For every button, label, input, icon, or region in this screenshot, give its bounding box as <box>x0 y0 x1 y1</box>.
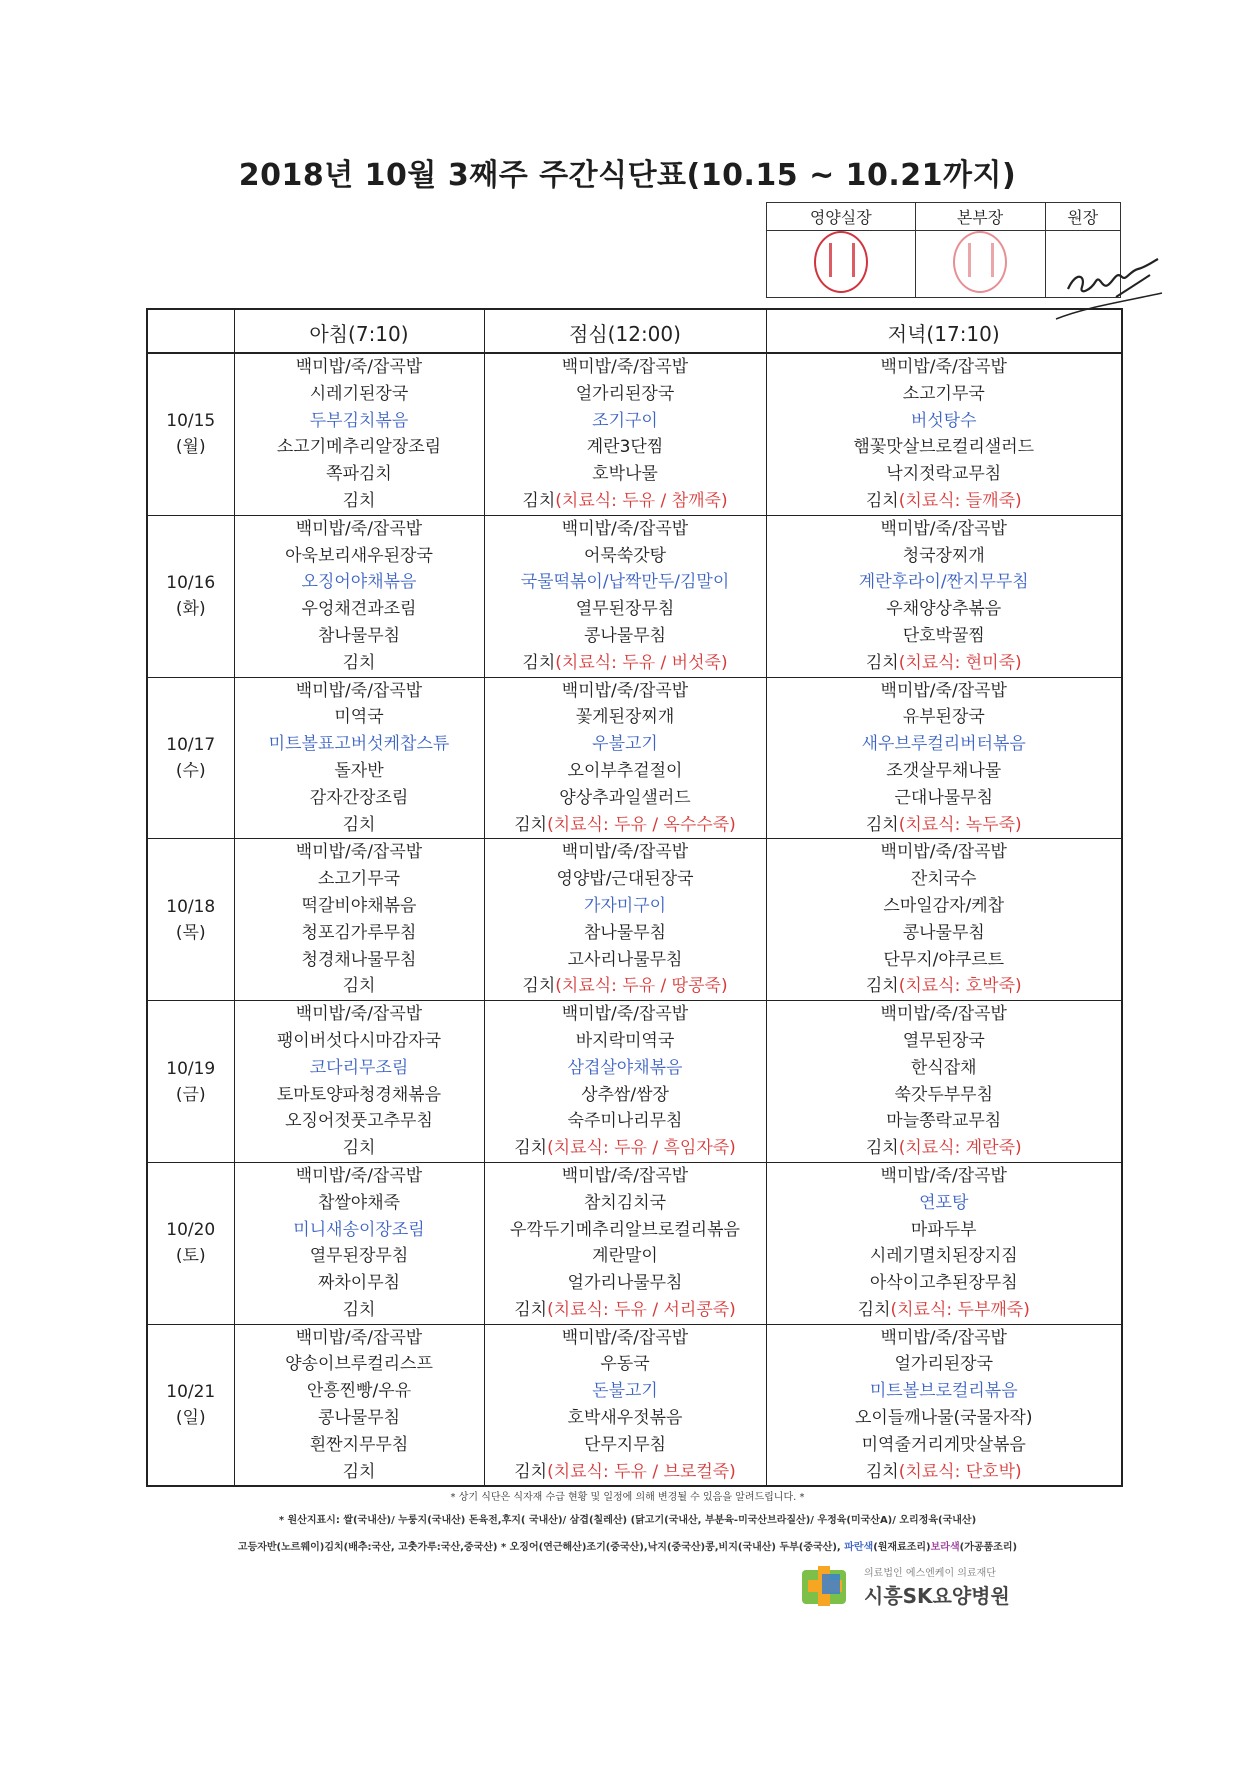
lunch-cell <box>484 1162 766 1324</box>
day-weekday: (월) <box>175 437 206 458</box>
menu-item-therapeutic <box>767 812 1122 839</box>
menu-item: 백미밥/죽/잡곡밥 <box>295 518 423 539</box>
red-seal-stamp <box>814 231 868 293</box>
menu-item-therapeutic <box>767 973 1122 1000</box>
page-title: 2018년 10월 3째주 주간식단표(10.15 ~ 10.21까지) <box>238 158 1017 193</box>
menu-item-therapeutic <box>485 1135 766 1162</box>
kimchi-label: 김치 <box>857 1299 891 1320</box>
menu-item: 청경채나물무침 <box>301 949 417 970</box>
day-weekday: (수) <box>175 760 206 781</box>
dinner-cell <box>766 1162 1122 1324</box>
menu-item: 돌자반 <box>334 760 384 781</box>
dinner-cell <box>766 839 1122 1001</box>
menu-item: 계란말이 <box>592 1246 658 1267</box>
menu-item: 두부김치볶음 <box>309 410 409 431</box>
blue-legend-note: (원재료조리) <box>873 1542 931 1553</box>
menu-item: 김치 <box>342 976 376 997</box>
dinner-cell <box>766 353 1122 515</box>
kimchi-label: 김치 <box>865 652 899 673</box>
lunch-cell <box>484 839 766 1001</box>
menu-item-therapeutic <box>485 650 766 677</box>
menu-item: 미트볼브로컬리볶음 <box>869 1381 1018 1402</box>
dinner-cell <box>766 515 1122 677</box>
approval-box <box>766 202 1121 298</box>
lunch-cell <box>484 1001 766 1163</box>
therapeutic-diet-note: (치료식: 두유 / 옥수수죽) <box>547 814 736 835</box>
therapeutic-diet-note: (치료식: 호박죽) <box>898 976 1022 997</box>
therapeutic-diet-note: (치료식: 녹두죽) <box>898 814 1022 835</box>
day-label-cell <box>147 677 234 839</box>
menu-item: 백미밥/죽/잡곡밥 <box>295 1165 423 1186</box>
day-row <box>147 1001 1122 1163</box>
menu-item: 호박나물 <box>592 464 658 485</box>
red-seal-stamp <box>953 231 1007 293</box>
lunch-cell <box>484 515 766 677</box>
menu-item: 소고기메추리알장조림 <box>276 437 442 458</box>
menu-item: 아욱보리새우된장국 <box>285 545 433 566</box>
day-label-cell <box>147 1162 234 1324</box>
origin-text: 고등자반(노르웨이)김치(배추:국산, 고춧가루:국산,중국산) * 오징어(연근해산)조기(중국산),낙지(중국산)콩,비지(국내산) 두부(중국산), <box>237 1542 845 1553</box>
menu-item: 호박새우젓볶음 <box>567 1408 683 1429</box>
menu-item: 백미밥/죽/잡곡밥 <box>561 1165 689 1186</box>
menu-item: 시레기멸치된장지짐 <box>869 1246 1018 1267</box>
approval-header-director: 본부장 <box>915 203 1045 231</box>
menu-item: 김치 <box>342 1299 376 1320</box>
menu-item: 마파두부 <box>910 1219 977 1240</box>
menu-item: 콩나물무침 <box>902 922 985 943</box>
column-header-breakfast: 아침(7:10) <box>234 309 484 353</box>
menu-item: 쪽파김치 <box>326 464 392 485</box>
menu-item: 김치 <box>342 652 376 673</box>
menu-item: 돈불고기 <box>592 1381 658 1402</box>
day-weekday: (금) <box>175 1084 206 1105</box>
menu-item: 콩나물무침 <box>317 1408 401 1429</box>
menu-item: 유부된장국 <box>902 707 985 728</box>
lunch-cell <box>484 1324 766 1486</box>
menu-item: 조갯살무채나물 <box>886 760 1002 781</box>
menu-item: 오징어야채볶음 <box>301 572 417 593</box>
menu-item: 새우브루컬리버터볶음 <box>861 734 1026 755</box>
breakfast-cell <box>234 1162 484 1324</box>
menu-item: 숙주미나리무침 <box>567 1111 683 1132</box>
day-label-cell <box>147 353 234 515</box>
day-date: 10/17 <box>166 734 216 755</box>
therapeutic-diet-note: (치료식: 단호박) <box>898 1461 1022 1482</box>
menu-item: 상추쌈/쌈장 <box>581 1084 669 1105</box>
kimchi-label: 김치 <box>865 976 899 997</box>
menu-item: 잔치국수 <box>910 869 977 890</box>
menu-item: 찹쌀야채죽 <box>317 1192 401 1213</box>
menu-item: 우깍두기메추리알브로컬리볶음 <box>510 1219 740 1240</box>
menu-item-therapeutic <box>767 650 1122 677</box>
menu-item-therapeutic <box>767 1297 1122 1324</box>
menu-item: 백미밥/죽/잡곡밥 <box>880 1004 1007 1025</box>
hospital-logo-icon <box>800 1564 850 1608</box>
column-header-dinner: 저녁(17:10) <box>766 309 1122 353</box>
menu-item: 청국장찌개 <box>902 545 985 566</box>
menu-item: 참나물무침 <box>583 922 667 943</box>
kimchi-label: 김치 <box>514 1138 548 1159</box>
menu-item: 백미밥/죽/잡곡밥 <box>880 357 1007 377</box>
menu-item: 청포김가루무침 <box>301 922 417 943</box>
menu-item-therapeutic <box>485 812 766 839</box>
menu-item: 바지락미역국 <box>575 1030 675 1051</box>
therapeutic-diet-note: (치료식: 두유 / 흑임자죽) <box>547 1138 736 1159</box>
menu-item: 김치 <box>342 1461 376 1482</box>
menu-item: 단무지무침 <box>583 1434 667 1455</box>
menu-item: 백미밥/죽/잡곡밥 <box>561 357 689 377</box>
menu-item: 꽃게된장찌개 <box>575 707 675 728</box>
footnote-origin-line-2 <box>0 1538 1255 1553</box>
menu-item: 어묵쑥갓탕 <box>583 545 667 566</box>
breakfast-cell <box>234 839 484 1001</box>
menu-item: 오이부추겉절이 <box>567 760 683 781</box>
menu-item: 아삭이고추된장무침 <box>869 1273 1018 1294</box>
menu-item: 백미밥/죽/잡곡밥 <box>295 1004 423 1025</box>
menu-item: 오징어젓풋고추무침 <box>285 1111 433 1132</box>
kimchi-label: 김치 <box>514 1299 548 1320</box>
menu-item: 영양밥/근대된장국 <box>556 869 694 890</box>
logo-subtitle: 의료법인 에스엔케이 의료재단 <box>864 1568 996 1579</box>
menu-item: 낙지젓락교무침 <box>886 464 1002 485</box>
menu-item: 백미밥/죽/잡곡밥 <box>880 1165 1007 1186</box>
day-row <box>147 1162 1122 1324</box>
menu-item: 백미밥/죽/잡곡밥 <box>561 518 689 539</box>
menu-item: 떡갈비야채볶음 <box>301 895 417 916</box>
menu-item: 버섯탕수 <box>910 410 977 431</box>
menu-item: 감자간장조림 <box>309 787 409 808</box>
day-date: 10/18 <box>166 896 216 917</box>
menu-item-therapeutic <box>767 1135 1122 1162</box>
therapeutic-diet-note: (치료식: 두유 / 브로컬죽) <box>547 1461 736 1482</box>
menu-item: 백미밥/죽/잡곡밥 <box>295 1327 423 1348</box>
menu-item: 근대나물무침 <box>894 787 994 808</box>
menu-item: 오이들깨나물(국물자작) <box>855 1408 1033 1429</box>
menu-item: 백미밥/죽/잡곡밥 <box>295 357 423 377</box>
therapeutic-diet-note: (치료식: 계란죽) <box>898 1138 1022 1159</box>
day-row <box>147 677 1122 839</box>
breakfast-cell <box>234 1324 484 1486</box>
menu-item: 얼가리나물무침 <box>567 1273 683 1294</box>
therapeutic-diet-note: (치료식: 두유 / 땅콩죽) <box>555 976 728 997</box>
day-weekday: (토) <box>175 1246 206 1267</box>
menu-item-therapeutic <box>485 1459 766 1486</box>
kimchi-label: 김치 <box>865 1461 899 1482</box>
kimchi-label: 김치 <box>522 490 556 511</box>
therapeutic-diet-note: (치료식: 두유 / 참깨죽) <box>555 490 728 511</box>
day-row <box>147 515 1122 677</box>
dinner-cell <box>766 1324 1122 1486</box>
menu-item: 흰짠지무무침 <box>309 1434 409 1455</box>
therapeutic-diet-note: (치료식: 두유 / 버섯죽) <box>555 652 728 673</box>
menu-item: 백미밥/죽/잡곡밥 <box>561 842 689 863</box>
menu-item: 스마일감자/케찹 <box>883 895 1005 916</box>
menu-item: 백미밥/죽/잡곡밥 <box>561 1327 689 1348</box>
menu-item: 백미밥/죽/잡곡밥 <box>561 1004 689 1025</box>
menu-item-therapeutic <box>767 488 1122 515</box>
menu-item: 콩나물무침 <box>583 625 667 646</box>
menu-item: 마늘쫑락교무침 <box>886 1111 1002 1132</box>
breakfast-cell <box>234 1001 484 1163</box>
day-date: 10/20 <box>166 1220 216 1241</box>
menu-item: 가자미구이 <box>583 895 667 916</box>
kimchi-label: 김치 <box>514 814 548 835</box>
menu-item: 미역국 <box>334 707 384 728</box>
menu-item: 미트볼표고버섯케찹스튜 <box>268 734 450 755</box>
breakfast-cell <box>234 353 484 515</box>
kimchi-label: 김치 <box>522 976 556 997</box>
menu-item: 우불고기 <box>592 734 658 755</box>
therapeutic-diet-note: (치료식: 들깨죽) <box>898 490 1022 511</box>
menu-item: 백미밥/죽/잡곡밥 <box>880 842 1007 863</box>
therapeutic-diet-note: (치료식: 현미죽) <box>898 652 1022 673</box>
dinner-cell <box>766 1001 1122 1163</box>
menu-item: 백미밥/죽/잡곡밥 <box>880 680 1007 701</box>
menu-item: 단무지/야쿠르트 <box>883 949 1005 970</box>
menu-item: 열무된장무침 <box>309 1246 409 1267</box>
menu-item: 계란후라이/짠지무무침 <box>858 572 1029 593</box>
menu-item: 미역줄거리게맛살볶음 <box>861 1434 1026 1455</box>
menu-item: 얼가리된장국 <box>894 1354 994 1375</box>
menu-item: 팽이버섯다시마감자국 <box>276 1030 442 1051</box>
menu-item: 고사리나물무침 <box>567 949 683 970</box>
breakfast-cell <box>234 515 484 677</box>
kimchi-label: 김치 <box>514 1461 548 1482</box>
breakfast-cell <box>234 677 484 839</box>
kimchi-label: 김치 <box>865 1138 899 1159</box>
menu-item: 양상추과일샐러드 <box>559 787 691 808</box>
approval-stamp-cell-2 <box>915 231 1045 298</box>
menu-item: 열무된장무침 <box>575 599 675 620</box>
menu-item: 우엉채견과조림 <box>301 599 417 620</box>
corner-header <box>147 309 234 353</box>
day-weekday: (목) <box>175 922 206 943</box>
kimchi-label: 김치 <box>522 652 556 673</box>
menu-item: 안흥찐빵/우유 <box>306 1381 412 1402</box>
menu-item: 미니새송이장조림 <box>293 1219 425 1240</box>
menu-item: 연포탕 <box>919 1192 969 1213</box>
menu-item: 쑥갓두부무침 <box>894 1084 994 1105</box>
approval-header-nutrition: 영양실장 <box>767 203 916 231</box>
kimchi-label: 김치 <box>865 814 899 835</box>
menu-item: 양송이브루컬리스프 <box>285 1354 433 1375</box>
menu-item: 김치 <box>342 490 376 511</box>
day-date: 10/21 <box>166 1382 216 1403</box>
approval-stamp-cell-1 <box>767 231 916 298</box>
day-weekday: (일) <box>175 1408 206 1429</box>
day-date: 10/16 <box>166 573 216 594</box>
menu-item: 참치김치국 <box>583 1192 667 1213</box>
menu-item: 백미밥/죽/잡곡밥 <box>561 680 689 701</box>
menu-item: 백미밥/죽/잡곡밥 <box>880 1327 1007 1348</box>
approval-header-chief: 원장 <box>1045 203 1120 231</box>
menu-item: 짜차이무침 <box>317 1273 401 1294</box>
menu-item: 소고기무국 <box>317 869 401 890</box>
lunch-cell <box>484 353 766 515</box>
menu-item: 열무된장국 <box>902 1030 985 1051</box>
menu-item: 백미밥/죽/잡곡밥 <box>295 842 423 863</box>
menu-item: 국물떡볶이/납짝만두/김말이 <box>520 572 730 593</box>
day-date: 10/15 <box>166 411 216 432</box>
approval-signature-cell <box>1045 231 1120 298</box>
menu-item-therapeutic <box>485 1297 766 1324</box>
menu-item: 코다리무조림 <box>309 1057 409 1078</box>
day-date: 10/19 <box>166 1058 216 1079</box>
menu-item: 소고기무국 <box>902 383 985 404</box>
day-row <box>147 1324 1122 1486</box>
day-weekday: (화) <box>175 599 206 620</box>
purple-legend: 보라색 <box>930 1542 960 1553</box>
menu-item: 우채양상추볶음 <box>886 599 1002 620</box>
day-label-cell <box>147 515 234 677</box>
menu-item: 김치 <box>342 1138 376 1159</box>
logo-name: 시흥SK요양병원 <box>864 1584 1010 1608</box>
menu-item: 토마토양파청경채볶음 <box>276 1084 442 1105</box>
blue-legend: 파란색 <box>844 1542 874 1553</box>
menu-item: 한식잡채 <box>910 1057 977 1078</box>
menu-item: 조기구이 <box>592 410 658 431</box>
menu-item: 참나물무침 <box>317 625 401 646</box>
column-header-lunch: 점심(12:00) <box>484 309 766 353</box>
dinner-cell <box>766 677 1122 839</box>
menu-item: 얼가리된장국 <box>575 383 675 404</box>
purple-legend-note: (가공품조리) <box>959 1542 1018 1553</box>
day-row <box>147 353 1122 515</box>
menu-item: 삼겹살야채볶음 <box>567 1057 683 1078</box>
menu-item-therapeutic <box>767 1459 1122 1486</box>
day-label-cell <box>147 839 234 1001</box>
menu-item: 단호박꿀찜 <box>902 625 985 646</box>
day-label-cell <box>147 1001 234 1163</box>
weekly-menu-table <box>146 308 1123 1487</box>
menu-item: 백미밥/죽/잡곡밥 <box>295 680 423 701</box>
kimchi-label: 김치 <box>865 490 899 511</box>
lunch-cell <box>484 677 766 839</box>
therapeutic-diet-note: (치료식: 두부깨죽) <box>890 1299 1030 1320</box>
menu-item: 햄꽃맛살브로컬리샐러드 <box>853 437 1035 458</box>
menu-item: 우동국 <box>600 1354 650 1375</box>
day-row <box>147 839 1122 1001</box>
day-label-cell <box>147 1324 234 1486</box>
therapeutic-diet-note: (치료식: 두유 / 서리콩죽) <box>547 1299 736 1320</box>
menu-item-therapeutic <box>485 488 766 515</box>
footnote-origin-line-1: * 원산지표시: 쌀(국내산)/ 누룽지(국내산) 돈육전,후지( 국내산)/ 삼겹(칠레산) (닭고기(국내산, 부분육-미국산브라질산)/ 우정육(미국산A)/ 오리정육(국내산) <box>278 1515 977 1526</box>
menu-item: 백미밥/죽/잡곡밥 <box>880 518 1007 539</box>
menu-item: 계란3단찜 <box>586 437 664 458</box>
hospital-logo <box>800 1560 1060 1616</box>
menu-item-therapeutic <box>485 973 766 1000</box>
menu-item: 시레기된장국 <box>309 383 409 404</box>
footnote-change-notice: * 상기 식단은 식자재 수급 현황 및 일정에 의해 변경될 수 있음을 알려드립니다. * <box>450 1492 805 1503</box>
menu-item: 김치 <box>342 814 376 835</box>
